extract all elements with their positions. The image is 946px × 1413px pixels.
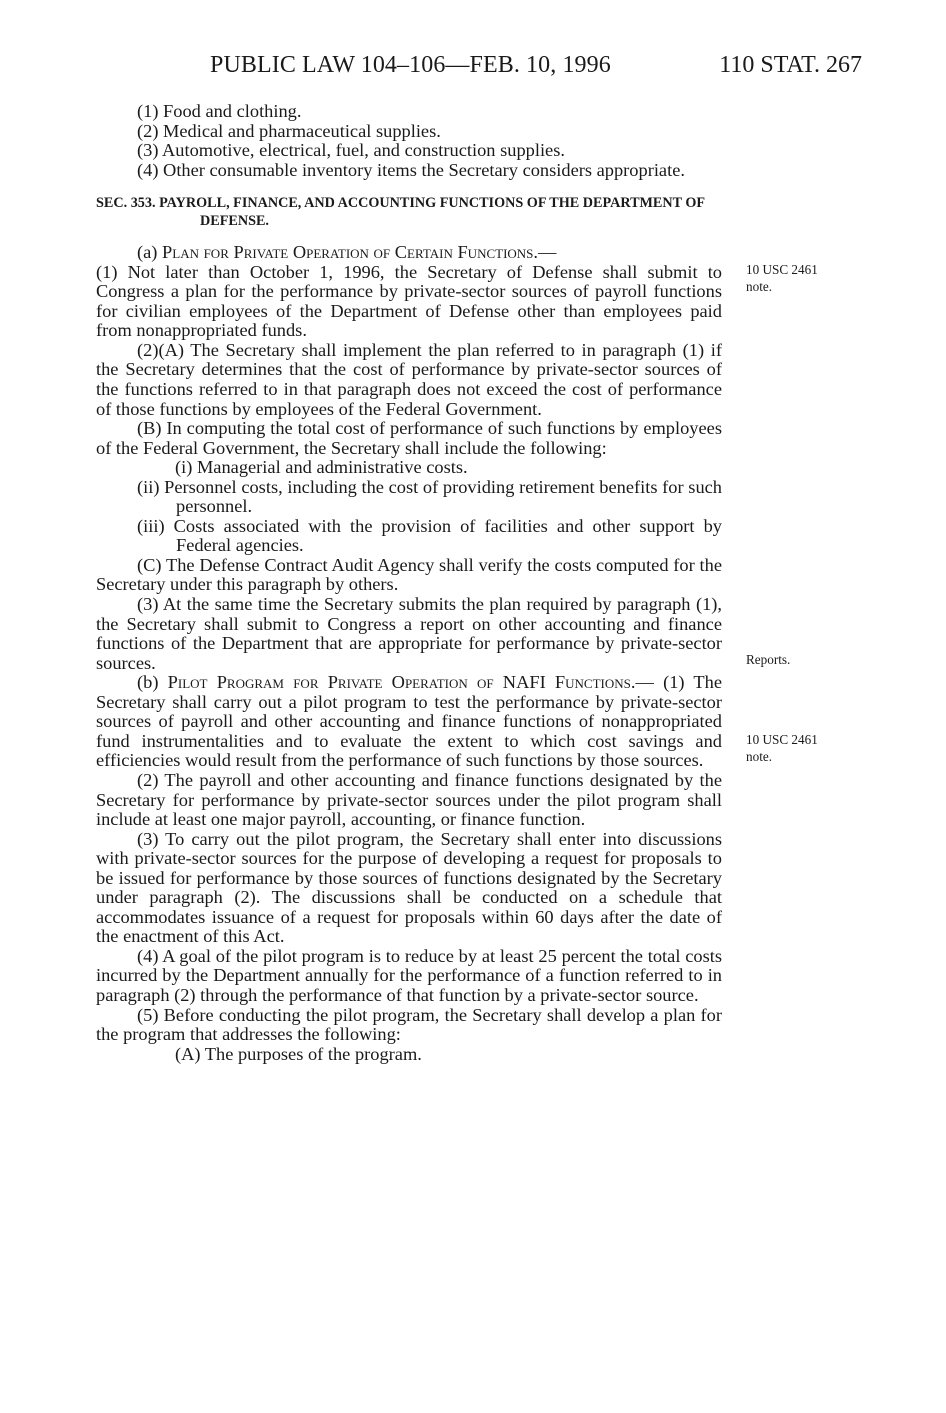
paragraph-a1: (1) Not later than October 1, 1996, the Secretary of Defense shall submit to Congress a plan for the performance by private-sector sources of payroll functions for civilian employees of the Department of Defense other than employees paid from nonappropriated funds. [96, 261, 722, 341]
paragraph-b1: (1) The Secretary shall carry out a pilot program to test the performance by private-sector sources of payroll and other accounting and finance functions of nonappropriated fund instrumentalities and to evaluate the extent to which cost savings and efficiencies would result from the performance of such functions by those sources. [96, 672, 723, 771]
subsection-b-title: Pilot Program for Private Operation of NAFI Functions.— [167, 672, 654, 693]
clause-a2B-ii: (ii) Personnel costs, including the cost of providing retirement benefits for such personnel. [137, 476, 722, 517]
subsection-b-heading [96, 673, 722, 771]
paragraph-b3: (3) To carry out the pilot program, the Secretary shall enter into discussions with private-sector sources for the purpose of developing a request for proposals to be issued for performance by those sources of functions designated by the Secretary under paragraph (2). The discussions shall be conducted on a schedule that accommodates issuance of a request for proposals within 60 days after the date of the enactment of this Act. [96, 828, 722, 947]
clause-a2B-iii: (iii) Costs associated with the provision of facilities and other support by Federal agencies. [137, 515, 722, 556]
margin-note-line: 10 USC 2461 [746, 732, 818, 747]
list-item: (3) Automotive, electrical, fuel, and construction supplies. [137, 140, 565, 161]
margin-note-line: Reports. [746, 652, 791, 667]
list-item: (2) Medical and pharmaceutical supplies. [137, 120, 441, 141]
margin-note-usc-citation [746, 261, 866, 295]
paragraph-b2: (2) The payroll and other accounting and finance functions designated by the Secretary for performance by private-sector sources under the pilot program shall include at least one major payroll, accounting, or finance function. [96, 769, 722, 830]
page-header [96, 52, 862, 84]
subsection-b-prefix: (b) [137, 672, 159, 693]
margin-note-usc-citation [746, 731, 866, 765]
margin-note-line: note. [746, 279, 773, 294]
body-text-column [96, 102, 722, 1064]
running-head: PUBLIC LAW 104–106—FEB. 10, 1996 [210, 52, 611, 78]
paragraph-a2A: (2)(A) The Secretary shall implement the plan referred to in paragraph (1) if the Secretary determines that the cost of performance by private-sector sources of the functions referred to in that paragraph does not exceed the cost of performance of those functions by employees of the Federal Government. [96, 339, 722, 419]
paragraph-a2C: (C) The Defense Contract Audit Agency shall verify the costs computed for the Secretary under this paragraph by others. [96, 554, 722, 595]
subsection-a-prefix: (a) [137, 242, 158, 263]
margin-note-reports [746, 651, 866, 668]
clause-a2B-i: (i) Managerial and administrative costs. [175, 457, 468, 478]
subsection-a-title: Plan for Private Operation of Certain Functions.— [162, 242, 557, 263]
paragraph-a3: (3) At the same time the Secretary submits the plan required by paragraph (1), the Secretary shall submit to Congress a report on other accounting and finance functions of the Department that are appropriate for performance by private-sector sources. [96, 594, 722, 673]
paragraph-b5: (5) Before conducting the pilot program, the Secretary shall develop a plan for the program that addresses the following: [96, 1004, 722, 1045]
list-item: (4) Other consumable inventory items the Secretary considers appropriate. [137, 159, 685, 180]
statute-page-reference: 110 STAT. 267 [719, 52, 862, 78]
margin-note-line: note. [746, 749, 773, 764]
clause-b5A: (A) The purposes of the program. [175, 1043, 422, 1064]
section-heading: SEC. 353. PAYROLL, FINANCE, AND ACCOUNTING FUNCTIONS OF THE DEPARTMENT OF DEFENSE. [96, 195, 705, 229]
list-item: (1) Food and clothing. [137, 101, 302, 121]
paragraph-a2B: (B) In computing the total cost of performance of such functions by employees of the Federal Government, the Secretary shall include the following: [96, 418, 722, 458]
margin-note-line: 10 USC 2461 [746, 262, 818, 277]
subsection-a-heading [96, 243, 722, 263]
paragraph-b4: (4) A goal of the pilot program is to reduce by at least 25 percent the total costs incurred by the Department annually for the performance of a function referred to in paragraph (2) through the performance of that function by a private-sector source. [96, 945, 722, 1005]
